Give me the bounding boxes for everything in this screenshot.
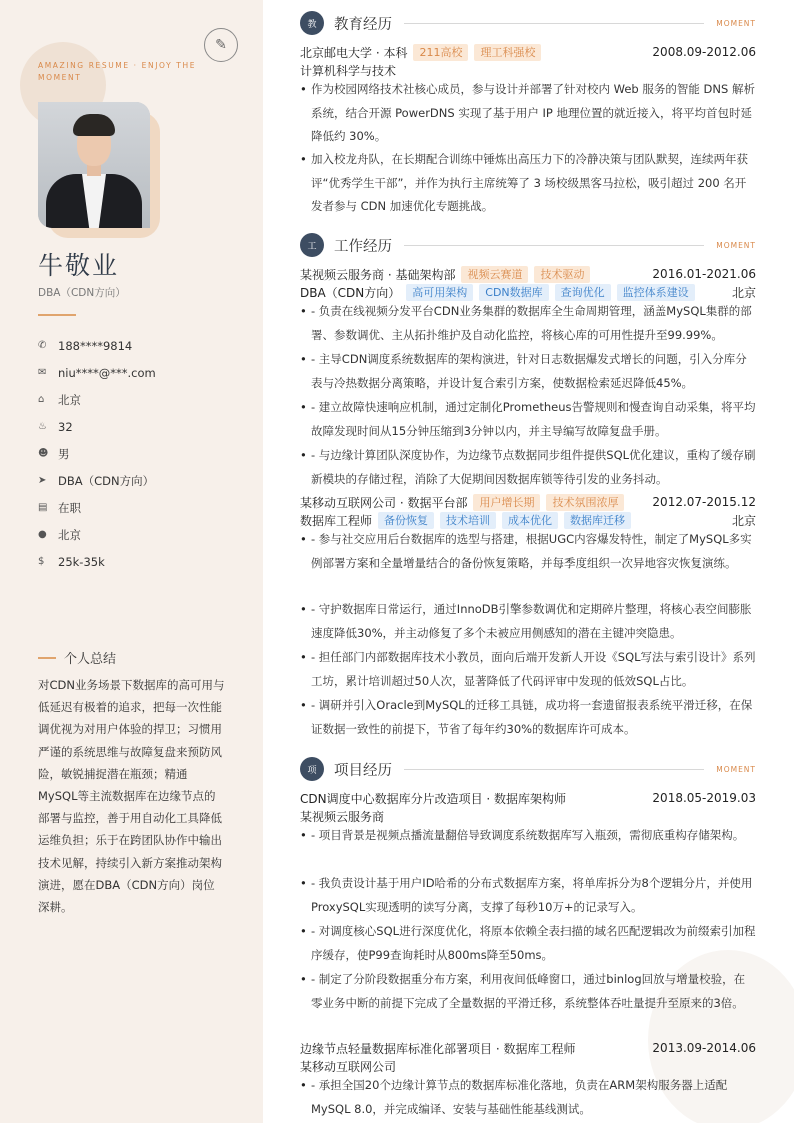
summary-heading: 个人总结 [38,648,116,667]
project-bullet: • - 制定了分阶段数据重分布方案，利用夜间低峰窗口，通过binlog回放与增量校验，在零业务中断的前提下完成了全量数据的平滑迁移，系统整体吞吐量提升至原来的3倍。 [300,968,756,1015]
school-tag: 211高校 [413,44,468,61]
candidate-name: 牛敬业 [38,251,120,280]
target-icon: ➤ [38,475,47,486]
job-role: 数据库工程师 [300,513,373,528]
project-date: 2013.09-2014.06 [652,1041,756,1055]
candidate-subtitle: DBA（CDN方向） [38,287,126,299]
job-bullet: • - 调研并引入Oracle到MySQL的迁移工具链，成功将一套遗留报表系统平滑迁移，在保证数据一致性的前提下，节省了每年约30%的数据库许可成本。 [300,694,756,741]
project-date: 2018.05-2019.03 [652,791,756,805]
skill-tag: 高可用架构 [406,284,473,301]
edit-pen-icon[interactable]: ✎ [204,28,238,62]
project-org-row [300,807,756,825]
age-icon: ♨ [38,421,47,432]
company-tag: 技术氛围浓厚 [546,494,624,511]
company-tag: 用户增长期 [473,494,540,511]
job-company-row [300,265,756,283]
home-icon: ⌂ [38,394,45,405]
divider [38,314,76,316]
contact-age: ♨ 32 [38,419,73,434]
profile-photo [38,102,150,228]
skill-tag: 查询优化 [555,284,611,301]
major-row [300,61,756,79]
project-org: 某移动互联网公司 [300,1059,397,1074]
job-bullet: • - 担任部门内部数据库技术小教员，面向后端开发新人开设《SQL写法与索引设计》系列工坊，累计培训超过50人次，显著降低了代码评审中发现的低效SQL占比。 [300,646,756,693]
project-org-row [300,1057,756,1075]
slogan: AMAZING RESUME · ENJOY THE MOMENT [38,61,197,82]
project-org: 某视频云服务商 [300,809,385,824]
contact-salary: $ 25k-35k [38,554,105,569]
job-bullet: • - 守护数据库日常运行，通过InnoDB引擎参数调优和定期碎片整理，将核心表空间膨胀速度降低30%，并主动修复了多个未被应用侧感知的潜在主键冲突隐患。 [300,598,756,645]
job-role-row [300,283,756,301]
project-bullet: • - 我负责设计基于用户ID哈希的分布式数据库方案，将单库拆分为8个逻辑分片，并使用ProxySQL实现透明的读写分离，支撑了每秒10万+的记录写入。 [300,872,756,919]
briefcase-icon: ▤ [38,502,48,513]
contact-location: ● 北京 [38,527,81,542]
summary-text: 对CDN业务场景下数据库的高可用与低延迟有极着的追求，把每一次性能调优视为对用户体验的捍卫；习惯用严谨的系统思维与故障复盘来预防风险，敏锐捕捉潜在瓶颈；精通MySQL等主流数据库在边缘节点的部署与监控，善于用自动化工具降低运维负担；乐于在跨团队协作中输出技术见解，持续引入新方案推动架构演进，愿在DBA（CDN方向）岗位深耕。 [38,678,225,915]
project-bullet: • - 承担全国20个边缘计算节点的数据库标准化落地，负责在ARM架构服务器上适配MySQL 8.0，并完成编译、安装与基础性能基线测试。 [300,1074,756,1121]
section-title: 工作经历 [334,238,392,255]
section-tag: MOMENT [716,764,756,774]
project-row [300,789,756,807]
sidebar [0,0,263,1123]
education-date: 2008.09-2012.06 [652,45,756,59]
section-education-header [300,10,756,36]
school-name: 北京邮电大学 · 本科 [300,45,408,60]
contact-status: ▤ 在职 [38,500,81,515]
project-row [300,1039,756,1057]
company-tag: 技术驱动 [534,266,590,283]
contact-target: ➤ DBA（CDN方向） [38,473,155,488]
section-title: 项目经历 [334,762,392,779]
job-city: 北京 [731,513,756,528]
project-title: 边缘节点轻量数据库标准化部署项目 · 数据库工程师 [300,1041,576,1056]
job-role-row [300,511,756,529]
skill-tag: 数据库迁移 [564,512,631,529]
section-work-header [300,232,756,258]
mail-icon: ✉ [38,367,47,378]
job-bullet: • - 主导CDN调度系统数据库的架构演进，针对日志数据爆发式增长的问题，引入分库分表与冷热数据分离策略，并设计复合索引方案，使数据检索延迟降低45%。 [300,348,756,395]
skill-tag: 监控体系建设 [617,284,695,301]
phone-icon: ✆ [38,340,47,351]
project-title: CDN调度中心数据库分片改造项目 · 数据库架构师 [300,791,567,806]
contact-email: ✉ niu****@***.com [38,365,156,380]
job-date: 2016.01-2021.06 [652,267,756,281]
project-bullet: • - 项目背景是视频点播流量翻倍导致调度系统数据库写入瓶颈，需彻底重构存储架构。 [300,824,756,848]
project-bullet: • - 对调度核心SQL进行深度优化，将原本依赖全表扫描的域名匹配逻辑改为前缀索引加程序缓存，使P99查询耗时从800ms降至50ms。 [300,920,756,967]
contact-list [38,332,248,575]
job-bullet: • - 参与社交应用后台数据库的选型与搭建，根据UGC内容爆发特性，制定了MySQL多实例部署方案和全量增量结合的备份恢复策略，并每季度组织一次异地容灾恢复演练。 [300,528,756,575]
job-bullet: • - 建立故障快速响应机制，通过定制化Prometheus告警规则和慢查询自动采集，将平均故障发现时间从15分钟压缩到3分钟以内，并主导编写故障复盘手册。 [300,396,756,443]
section-title: 教育经历 [334,16,392,33]
company-name: 某视频云服务商 · 基础架构部 [300,267,456,282]
school-tag: 理工科强校 [474,44,541,61]
education-bullet: • 加入校龙舟队，在长期配合训练中锤炼出高压力下的冷静决策与团队默契，连续两年获评“优秀学生干部”，并作为执行主席统筹了 3 场校级黑客马拉松，吸引超过 200 名开发者参与 CDN 加速优化专题挑战。 [300,148,756,219]
work-badge: 工 [300,233,324,257]
section-tag: MOMENT [716,240,756,250]
job-bullet: • - 负责在线视频分发平台CDN业务集群的数据库全生命周期管理，涵盖MySQL集群的部署、参数调优、主从拓扑维护及自动化监控，将核心库的可用性提升至99.99%。 [300,300,756,347]
company-tag: 视频云赛道 [461,266,528,283]
education-badge: 教 [300,11,324,35]
skill-tag: CDN数据库 [479,284,548,301]
projects-badge: 项 [300,757,324,781]
contact-gender: ☻ 男 [38,446,70,461]
salary-icon: $ [38,556,45,567]
education-row [300,43,756,61]
job-role: DBA（CDN方向） [300,285,401,300]
gender-icon: ☻ [38,448,49,459]
contact-phone: ✆ 188****9814 [38,338,133,353]
education-bullet: • 作为校园网络技术社核心成员，参与设计并部署了针对校内 Web 服务的智能 DNS 解析系统，结合开源 PowerDNS 实现了基于用户 IP 地理位置的就近接入，将平均首包时延降低约 30%。 [300,78,756,149]
job-company-row [300,493,756,511]
skill-tag: 备份恢复 [378,512,434,529]
section-tag: MOMENT [716,18,756,28]
location-icon: ● [38,529,47,540]
contact-home: ⌂ 北京 [38,392,81,407]
skill-tag: 技术培训 [440,512,496,529]
section-projects-header [300,756,756,782]
company-name: 某移动互联网公司 · 数据平台部 [300,495,468,510]
major: 计算机科学与技术 [300,63,397,78]
skill-tag: 成本优化 [502,512,558,529]
job-bullet: • - 与边缘计算团队深度协作，为边缘节点数据同步组件提供SQL优化建议，重构了缓存刷新模块的存储过程，消除了大促期间因数据库锁等待引发的业务抖动。 [300,444,756,491]
job-city: 北京 [731,285,756,300]
job-date: 2012.07-2015.12 [652,495,756,509]
